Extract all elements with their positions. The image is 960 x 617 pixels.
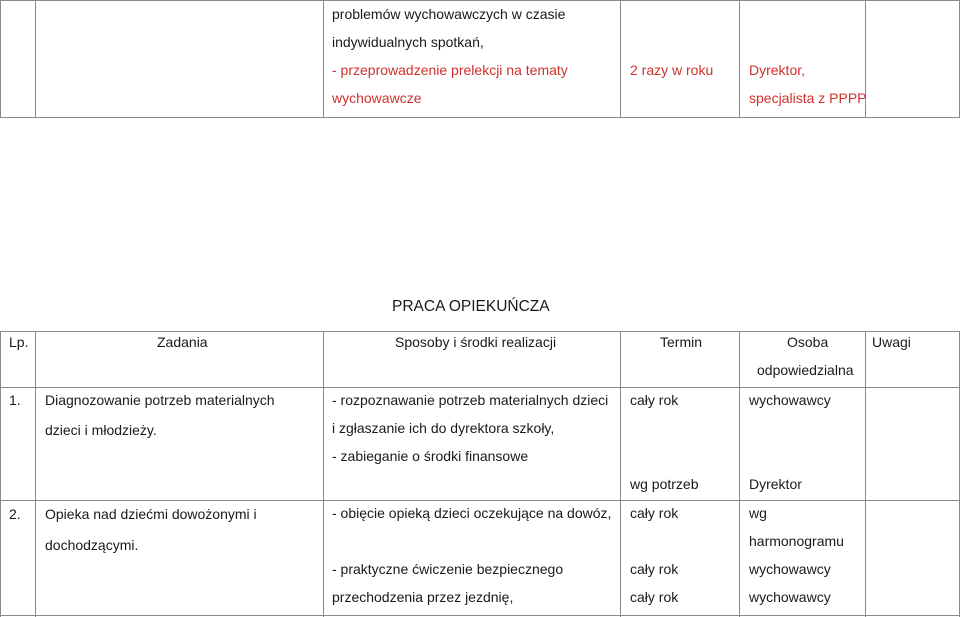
- zadania-line: Opieka nad dziećmi dowożonymi i: [45, 506, 257, 522]
- osoba-line: Dyrektor: [749, 476, 802, 492]
- sposoby-line: - obięcie opieką dzieci oczekujące na dowóz,: [332, 505, 612, 521]
- osoba-line: wg: [749, 505, 767, 521]
- col-divider: [35, 0, 36, 118]
- section-title: PRACA OPIEKUŃCZA: [392, 298, 550, 315]
- termin-line: cały rok: [630, 561, 679, 577]
- osoba-line: Dyrektor,: [749, 62, 806, 78]
- osoba-line: wychowawcy: [749, 561, 831, 577]
- termin-line: cały rok: [630, 505, 679, 521]
- osoba-line: harmonogramu: [749, 533, 844, 549]
- row-number: 1.: [9, 392, 21, 408]
- zadania-line: indywidualnych spotkań,: [332, 34, 484, 50]
- col-divider: [739, 331, 740, 617]
- top-border: [0, 0, 960, 1]
- header-bottom-border: [0, 387, 960, 388]
- zadania-line: wychowawcze: [332, 90, 422, 106]
- sposoby-line: - rozpoznawanie potrzeb materialnych dzieci: [332, 392, 609, 408]
- sposoby-line: i zgłaszanie ich do dyrektora szkoły,: [332, 420, 555, 436]
- termin-line: wg potrzeb: [630, 476, 699, 492]
- col-divider: [323, 0, 324, 118]
- header-sposoby: Sposoby i środki realizacji: [395, 334, 557, 350]
- osoba-line: wychowawcy: [749, 589, 831, 605]
- col-divider: [865, 331, 866, 617]
- zadania-line: dochodzącymi.: [45, 537, 139, 553]
- zadania-line: dzieci i młodzieży.: [45, 422, 157, 438]
- bottom-border: [0, 117, 960, 118]
- header-termin: Termin: [660, 334, 703, 350]
- termin-cell: 2 razy w roku: [630, 62, 714, 78]
- sposoby-line: - zabieganie o środki finansowe: [332, 448, 529, 464]
- row-divider: [0, 500, 960, 501]
- zadania-line: problemów wychowawczych w czasie: [332, 6, 566, 22]
- zadania-line: - przeprowadzenie prelekcji na tematy: [332, 62, 568, 78]
- col-divider: [35, 331, 36, 617]
- header-osoba: Osoba: [787, 334, 829, 350]
- header-uwagi: Uwagi: [872, 334, 911, 350]
- zadania-line: Diagnozowanie potrzeb materialnych: [45, 392, 275, 408]
- header-zadania: Zadania: [157, 334, 208, 350]
- col-divider: [620, 0, 621, 118]
- osoba-line: specjalista z PPPP: [749, 90, 867, 106]
- col-divider: [0, 331, 1, 617]
- sposoby-line: - praktyczne ćwiczenie bezpiecznego: [332, 561, 564, 577]
- table-top-border: [0, 331, 960, 332]
- col-divider: [620, 331, 621, 617]
- col-divider: [739, 0, 740, 118]
- col-divider: [323, 331, 324, 617]
- termin-line: cały rok: [630, 392, 679, 408]
- row-number: 2.: [9, 506, 21, 522]
- termin-line: cały rok: [630, 589, 679, 605]
- osoba-line: wychowawcy: [749, 392, 831, 408]
- sposoby-line: przechodzenia przez jezdnię,: [332, 589, 514, 605]
- header-osoba: odpowiedzialna: [757, 362, 854, 378]
- col-divider: [0, 0, 1, 118]
- table-bottom-border: [0, 615, 960, 616]
- header-lp: Lp.: [9, 334, 29, 350]
